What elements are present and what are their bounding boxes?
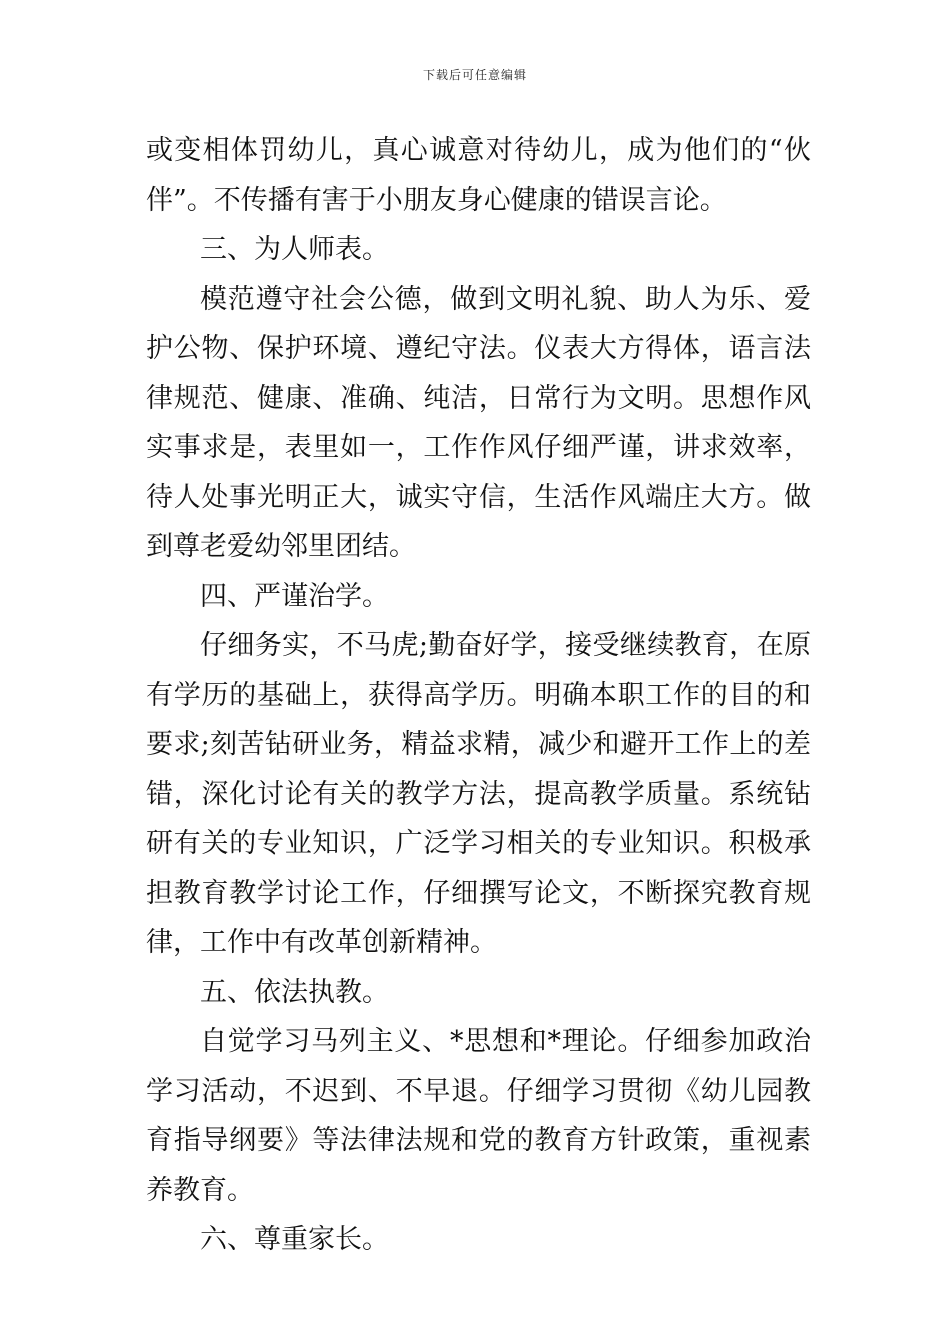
paragraph-continuation: 或变相体罚幼儿，真心诚意对待幼儿，成为他们的“伙伴”。不传播有害于小朋友身心健康的错误言论。	[146, 135, 811, 216]
paragraph-role-model: 模范遵守社会公德，做到文明礼貌、助人为乐、爱护公物、保护环境、遵纪守法。仪表大方得体，语言法律规范、健康、准确、纯洁，日常行为文明。思想作风实事求是，表里如一，工作作风仔细严谨，讲求效率，待人处事光明正大，诚实守信，生活作风端庄大方。做到尊老爱幼邻里团结。	[146, 283, 811, 562]
page-header: 下载后可任意编辑	[422, 68, 527, 82]
section-heading-3: 三、为人师表。	[200, 234, 389, 265]
section-heading-5: 五、依法执教。	[200, 976, 389, 1008]
section-heading-4: 四、严谨治学。	[200, 580, 389, 612]
section-heading-6: 六、尊重家长。	[200, 1224, 389, 1255]
document-body	[146, 126, 811, 1265]
paragraph-rigorous-study: 仔细务实，不马虎;勤奋好学，接受继续教育，在原有学历的基础上，获得高学历。明确本职工作的目的和要求;刻苦钻研业务，精益求精，减少和避开工作上的差错，深化讨论有关的教学方法，提高教学质量。系统钻研有关的专业知识，广泛学习相关的专业知识。积极承担教育教学讨论工作，仔细撰写论文，不断探究教育规律，工作中有改革创新精神。	[146, 630, 811, 958]
paragraph-lawful-teaching: 自觉学习马列主义、*思想和*理论。仔细参加政治学习活动，不迟到、不早退。仔细学习贯彻《幼儿园教育指导纲要》等法律法规和党的教育方针政策，重视素养教育。	[146, 1026, 811, 1206]
